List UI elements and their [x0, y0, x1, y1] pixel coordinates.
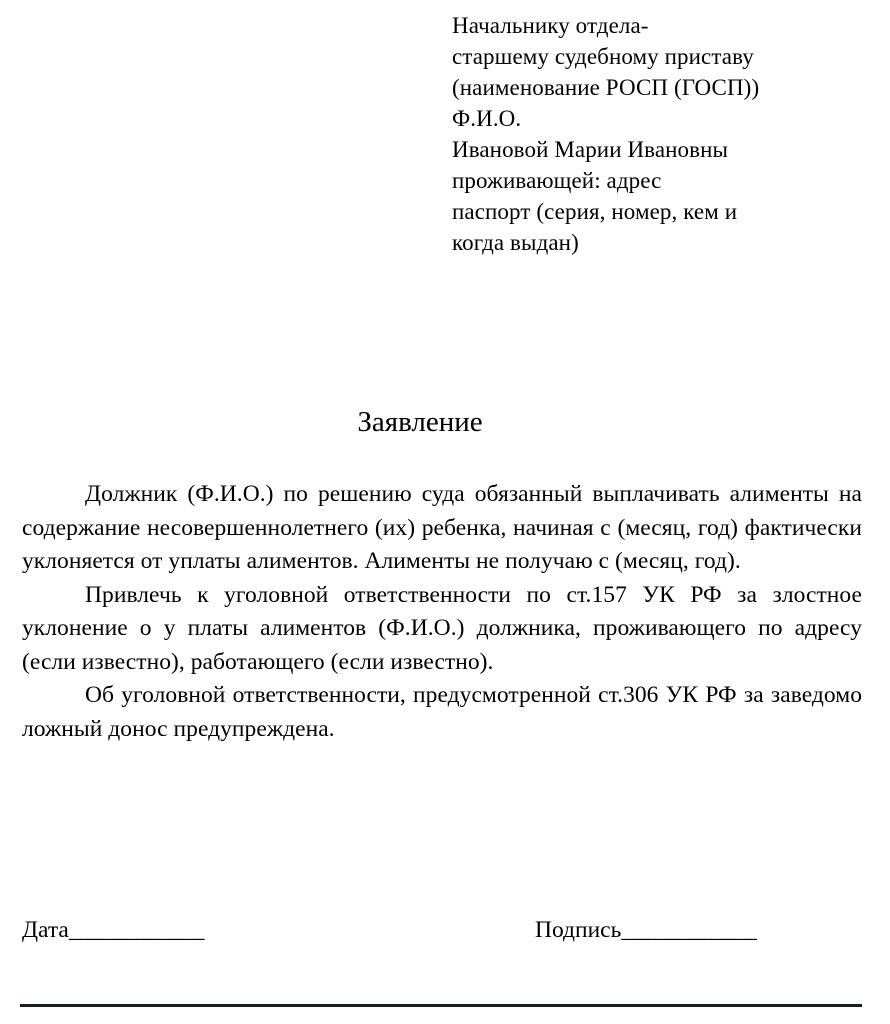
- addressee-line-8: когда выдан): [452, 230, 579, 255]
- body-paragraph-3: Об уголовной ответственности, предусмотренной ст.306 УК РФ за заведомо ложный донос предупреждена.: [22, 682, 862, 742]
- signature-fill-line: ____________: [621, 917, 757, 943]
- signature-field: [535, 913, 756, 947]
- signature-label: Подпись: [535, 917, 622, 943]
- date-fill-line: ____________: [68, 917, 204, 943]
- document-title: Заявление: [357, 406, 483, 438]
- body-paragraph-1: Должник (Ф.И.О.) по решению суда обязанный выплачивать алименты на содержание несовершеннолетнего (их) ребенка, начиная с (месяц, год) фактически уклоняется от уплаты алиментов. Алименты не получаю с (месяц, год).: [22, 481, 862, 574]
- date-field: [22, 913, 204, 947]
- addressee-line-4: Ф.И.О.: [452, 106, 522, 131]
- addressee-line-3: (наименование РОСП (ГОСП)): [452, 75, 760, 100]
- addressee-line-2: старшему судебному приставу: [452, 44, 754, 69]
- addressee-line-7: паспорт (серия, номер, кем и: [452, 199, 738, 224]
- body-paragraph-2: Привлечь к уголовной ответственности по ст.157 УК РФ за злостное уклонение о у платы алиментов (Ф.И.О.) должника, проживающего по адресу (если известно), работающего (если известно).: [22, 581, 862, 675]
- addressee-line-1: Начальнику отдела-: [452, 13, 649, 38]
- addressee-block: [452, 10, 872, 258]
- addressee-line-6: проживающей: адрес: [452, 168, 662, 193]
- bottom-divider: [20, 1004, 862, 1007]
- document-body: [22, 478, 862, 746]
- addressee-line-5: Ивановой Марии Ивановны: [452, 137, 729, 162]
- date-label: Дата: [22, 917, 69, 943]
- signature-row: [22, 913, 862, 953]
